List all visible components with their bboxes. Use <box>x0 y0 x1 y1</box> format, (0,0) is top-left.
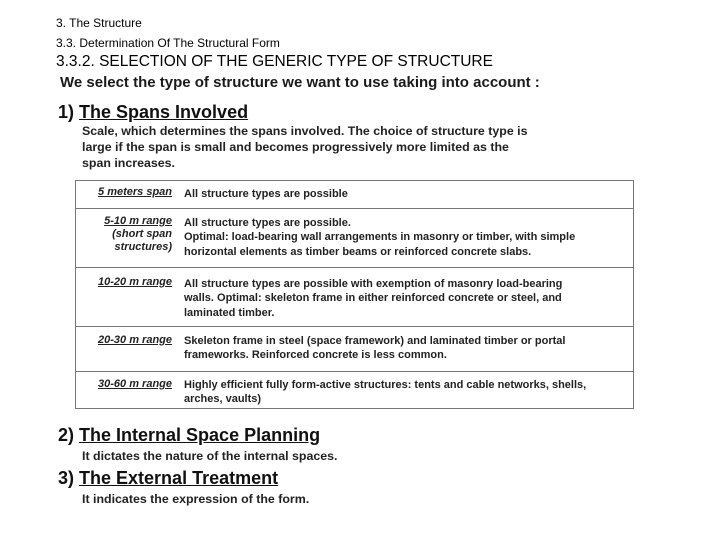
section-2-text: It dictates the nature of the internal spaces. <box>82 449 338 463</box>
section-1-text <box>82 123 528 171</box>
span-range: 5-10 m range (short span structures) <box>76 215 172 254</box>
section-1-text-line: Scale, which determines the spans involved. The choice of structure type is <box>82 124 528 138</box>
span-description: Skeleton frame in steel (space framework) and laminated timber or portal frameworks. Reinforced concrete is less common. <box>184 335 566 362</box>
section-1-number: 1) <box>58 102 75 122</box>
span-range-note: structures) <box>114 241 172 253</box>
section-2-number: 2) <box>58 425 75 445</box>
span-description: All structure types are possible. Optimal: load-bearing wall arrangements in masonry or timber, with simple horizontal elements as timber beams or reinforced concrete slabs. <box>184 217 576 258</box>
span-range: 30-60 m range <box>98 378 172 390</box>
span-table <box>75 180 634 409</box>
section-heading: 3.3. Determination Of The Structural Form <box>56 36 280 50</box>
span-range: 10-20 m range <box>98 276 172 288</box>
section-3-title-text: The External Treatment <box>79 468 279 488</box>
span-range-note: (short span <box>112 228 172 240</box>
table-row <box>76 181 633 209</box>
table-row <box>76 209 633 268</box>
span-description: Highly efficient fully form-active structures: tents and cable networks, shells, arches, vaults) <box>184 379 587 406</box>
table-row <box>76 327 633 372</box>
span-range: 20-30 m range <box>98 334 172 346</box>
table-row <box>76 372 633 408</box>
table-row <box>76 268 633 327</box>
section-3-text: It indicates the expression of the form. <box>82 492 310 506</box>
chapter-heading: 3. The Structure <box>56 16 142 30</box>
section-2-title <box>58 425 320 446</box>
section-2-title-text: The Internal Space Planning <box>79 425 321 445</box>
section-1-text-line: large if the span is small and becomes progressively more limited as the <box>82 140 509 154</box>
span-description: All structure types are possible <box>184 188 348 200</box>
span-description: All structure types are possible with exemption of masonry load-bearing walls. Optimal: skeleton frame in either reinforced concrete or steel, and laminated timber. <box>184 278 563 319</box>
section-1-text-line: span increases. <box>82 156 175 170</box>
section-1-title <box>58 102 248 123</box>
subsection-heading: 3.3.2. SELECTION OF THE GENERIC TYPE OF STRUCTURE <box>56 53 493 70</box>
span-range: 5 meters span <box>98 186 172 198</box>
section-3-number: 3) <box>58 468 75 488</box>
intro-text: We select the type of structure we want to use taking into account : <box>60 74 540 91</box>
section-1-title-text: The Spans Involved <box>79 102 249 122</box>
section-3-title <box>58 468 278 489</box>
